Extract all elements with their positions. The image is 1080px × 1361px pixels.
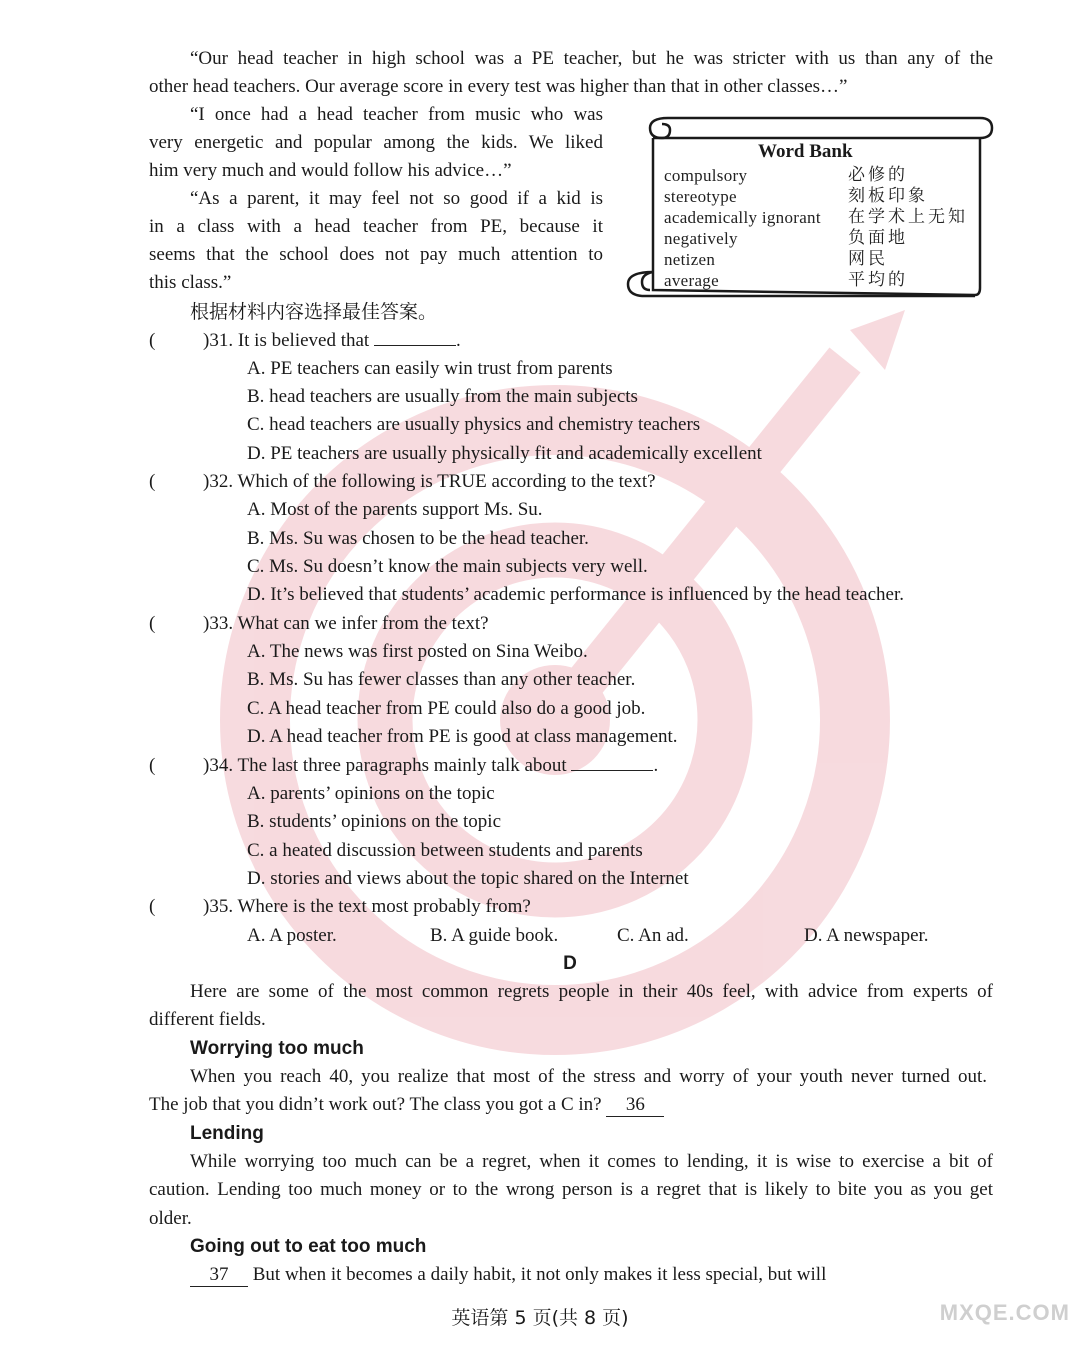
paragraph-line <box>149 1091 664 1119</box>
option-d: D. stories and views about the topic shared on the Internet <box>247 868 689 889</box>
option-b: B. Ms. Su has fewer classes than any other teacher. <box>247 669 636 690</box>
paragraph-line: caution. Lending too much money or to the wrong person is a regret that is likely to bite you as you get <box>149 1179 993 1200</box>
option-d: D. A newspaper. <box>804 925 929 946</box>
question-number: )34. <box>203 755 234 776</box>
paragraph-line: this class.” <box>149 272 232 293</box>
question-text: It is believed that <box>237 330 370 351</box>
option-a: A. parents’ opinions on the topic <box>247 783 495 804</box>
option-b: B. Ms. Su was chosen to be the head teacher. <box>247 528 589 549</box>
option-b: B. A guide book. <box>430 925 559 946</box>
answer-paren[interactable]: ( <box>149 613 156 634</box>
cloze-blank-37[interactable]: 37 <box>190 1264 248 1287</box>
question-stem <box>203 752 658 780</box>
question-number: )32. <box>203 471 234 492</box>
answer-paren[interactable]: ( <box>149 755 156 776</box>
option-b: B. students’ opinions on the topic <box>247 811 502 832</box>
word-bank-term: compulsory <box>664 166 748 185</box>
option-a: A. The news was first posted on Sina Weibo. <box>247 641 588 662</box>
option-a: A. A poster. <box>247 925 337 946</box>
instruction-text: 根据材料内容选择最佳答案。 <box>190 301 438 323</box>
question-text: What can we infer from the text? <box>237 613 489 634</box>
question-stem <box>203 468 656 496</box>
question-period: . <box>455 330 461 351</box>
option-c: C. Ms. Su doesn’t know the main subjects very well. <box>247 556 648 577</box>
word-bank-translation: 刻板印象 <box>848 186 928 206</box>
word-bank-translation: 必修的 <box>848 165 908 185</box>
option-a: A. PE teachers can easily win trust from parents <box>247 358 613 379</box>
question-number: )31. <box>203 330 234 351</box>
answer-blank[interactable] <box>571 770 653 771</box>
option-c: C. head teachers are usually physics and chemistry teachers <box>247 414 701 435</box>
option-c: C. An ad. <box>617 925 689 946</box>
page-footer: 英语第 5 页(共 8 页) <box>451 1307 629 1329</box>
paragraph-line: While worrying too much can be a regret, when it comes to lending, it is wise to exercise a bit of <box>190 1151 993 1172</box>
cloze-blank-36[interactable]: 36 <box>606 1094 664 1117</box>
paragraph-line: very energetic and popular among the kids. We liked <box>149 132 603 153</box>
question-text: Where is the text most probably from? <box>237 896 531 917</box>
word-bank-translation: 负面地 <box>848 228 908 248</box>
paragraph-line: “I once had a head teacher from music who was <box>190 104 603 125</box>
option-d: D. A head teacher from PE is good at class management. <box>247 726 678 747</box>
section-heading: Going out to eat too much <box>190 1236 427 1257</box>
paragraph-line: older. <box>149 1208 192 1229</box>
section-heading: Worrying too much <box>190 1038 364 1059</box>
word-bank-translation: 在学术上无知 <box>848 207 968 227</box>
watermark-text: MXQE.COM <box>939 1300 1070 1325</box>
paragraph-line: different fields. <box>149 1009 266 1030</box>
question-number: )33. <box>203 613 234 634</box>
question-period: . <box>653 755 659 776</box>
paragraph-line: “As a parent, it may feel not so good if a kid is <box>190 188 603 209</box>
paragraph-line: When you reach 40, you realize that most of the stress and worry of your youth never turned out. <box>190 1066 987 1087</box>
option-d: D. It’s believed that students’ academic performance is influenced by the head teacher. <box>247 584 904 605</box>
paragraph-line: in a class with a head teacher from PE, because it <box>149 216 603 237</box>
answer-blank[interactable] <box>374 345 456 346</box>
question-number: )35. <box>203 896 234 917</box>
word-bank-title: Word Bank <box>758 141 853 162</box>
option-a: A. Most of the parents support Ms. Su. <box>247 499 543 520</box>
word-bank-term: negatively <box>664 229 738 248</box>
word-bank-term: stereotype <box>664 187 737 206</box>
answer-paren[interactable]: ( <box>149 896 156 917</box>
question-text: Which of the following is TRUE according to the text? <box>237 471 656 492</box>
word-bank-term: netizen <box>664 250 716 269</box>
word-bank-translation: 平均的 <box>848 270 908 290</box>
option-c: C. a heated discussion between students and parents <box>247 840 643 861</box>
option-d: D. PE teachers are usually physically fit and academically excellent <box>247 443 762 464</box>
paragraph-line: other head teachers. Our average score in every test was higher than that in other classes…” <box>149 76 848 97</box>
paragraph-line: Here are some of the most common regrets people in their 40s feel, with advice from experts of <box>190 981 993 1002</box>
word-bank-term: average <box>664 271 719 290</box>
word-bank-box <box>620 110 1000 305</box>
section-heading: Lending <box>190 1123 264 1144</box>
option-c: C. A head teacher from PE could also do a good job. <box>247 698 646 719</box>
question-stem <box>203 893 531 921</box>
paragraph-line <box>190 1261 826 1289</box>
paragraph-text: The job that you didn’t work out? The class you got a C in? <box>149 1094 602 1115</box>
section-letter: D <box>563 953 577 974</box>
paragraph-line: him very much and would follow his advice…” <box>149 160 512 181</box>
answer-paren[interactable]: ( <box>149 471 156 492</box>
question-text: The last three paragraphs mainly talk about <box>237 755 567 776</box>
answer-paren[interactable]: ( <box>149 330 156 351</box>
question-stem <box>203 610 489 638</box>
option-b: B. head teachers are usually from the main subjects <box>247 386 638 407</box>
word-bank-translation: 网民 <box>848 249 888 269</box>
paragraph-text: But when it becomes a daily habit, it not only makes it less special, but will <box>252 1264 827 1285</box>
paragraph-line: seems that the school does not pay much attention to <box>149 244 603 265</box>
paragraph-line: “Our head teacher in high school was a PE teacher, but he was stricter with us than any of the <box>190 48 993 69</box>
question-stem <box>203 327 461 355</box>
word-bank-term: academically ignorant <box>664 208 821 227</box>
